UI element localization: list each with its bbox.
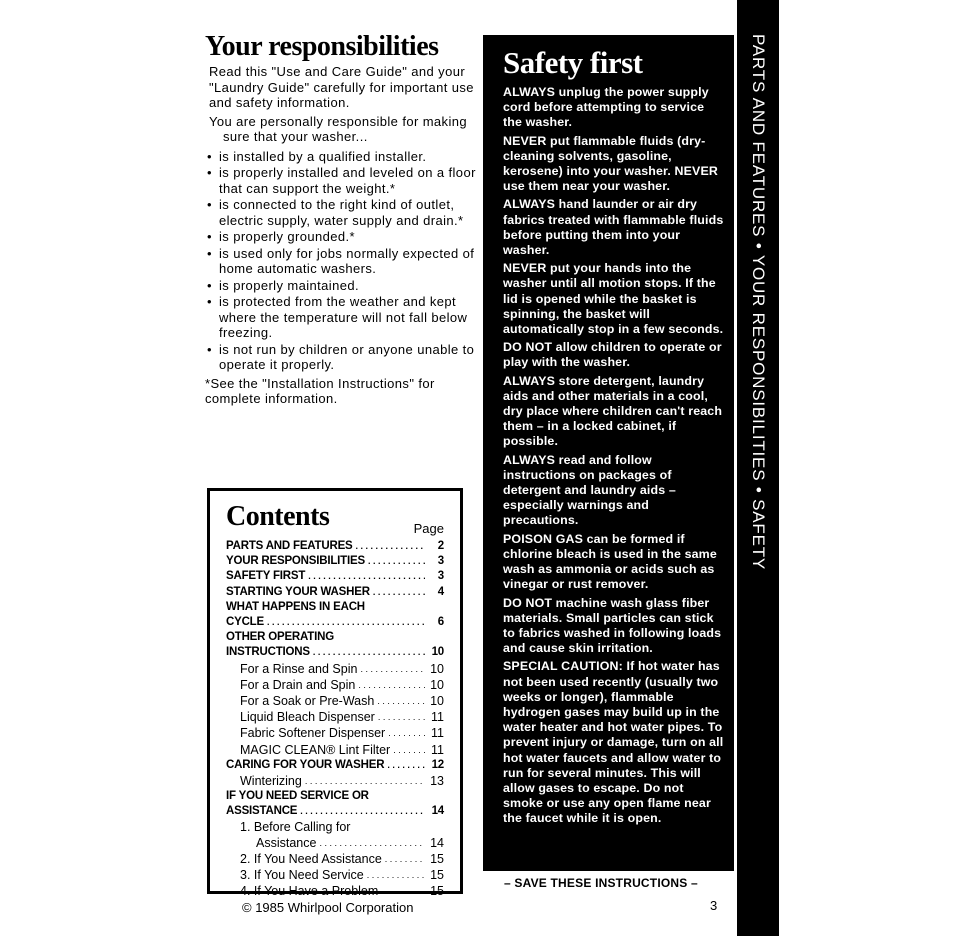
safety-paragraph: [503, 596, 724, 657]
toc-entry-page: 3: [437, 555, 444, 568]
toc-entry: [226, 693, 444, 709]
toc-entry-page: 4: [437, 585, 444, 598]
contents-title: Contents: [226, 501, 330, 532]
installation-note: *See the "Installation Instructions" for complete information.: [205, 375, 435, 406]
toc-leader-dots: [368, 554, 425, 569]
safety-keyword: POISON GAS: [503, 531, 583, 546]
list-item: • is protected from the weather and kept where the temperature will not fall below freezing.: [205, 294, 477, 341]
toc-entry: [226, 789, 444, 804]
toc-entry-title: 2. If You Need Assistance: [240, 852, 382, 867]
toc-entry: [226, 883, 444, 899]
safety-paragraph: [503, 453, 724, 529]
toc-leader-dots: [308, 569, 425, 584]
contents-box: [207, 488, 463, 899]
section-tab-text: PARTS AND FEATURES • YOUR RESPONSIBILITIES • SAFETY: [749, 34, 768, 571]
safety-keyword: NEVER: [503, 133, 547, 148]
safety-text: allow children to operate or play with the washer.: [503, 340, 722, 370]
safety-section: [483, 35, 734, 871]
safety-text: store detergent, laundry aids and other materials in a cool, dry place where children can't reach them – in a locked cabinet, if possible.: [503, 373, 723, 449]
safety-keyword: ALWAYS: [503, 85, 556, 99]
toc-entry-page: 13: [430, 774, 444, 789]
toc-entry: [226, 835, 444, 851]
list-item: • is properly installed and leveled on a floor that can support the weight.*: [205, 165, 477, 196]
toc-entry-title: Assistance: [256, 835, 317, 850]
toc-entry: [226, 600, 444, 615]
safety-paragraph: [503, 261, 724, 337]
safety-title: Safety first: [503, 45, 643, 80]
toc-entry: [226, 867, 444, 883]
toc-entry-title: MAGIC CLEAN® Lint Filter: [240, 742, 391, 757]
safety-paragraphs: [503, 85, 724, 827]
toc-leader-dots: [385, 851, 425, 867]
toc-entry-page: 15: [430, 884, 444, 899]
safety-text: unplug the power supply cord before attempting to service the washer.: [503, 85, 709, 130]
toc-entry-title: For a Drain and Spin: [240, 677, 356, 692]
list-item: • is properly maintained.: [205, 278, 477, 294]
toc-entry-title: STARTING YOUR WASHER: [226, 585, 370, 598]
toc-entry-page: 3: [437, 570, 444, 583]
toc-entry-page: 10: [431, 646, 444, 659]
toc-entry: [226, 569, 444, 584]
toc-entry-title: 3. If You Need Service: [240, 868, 364, 883]
toc-leader-dots: [373, 585, 425, 600]
toc-entry: [226, 820, 444, 835]
safety-text: put flammable fluids (dry-cleaning solvents, gasoline, kerosene) into your washer. NEVER use them near your washer.: [503, 133, 718, 194]
toc-entry: [226, 804, 444, 819]
safety-keyword: DO NOT: [503, 340, 553, 355]
responsibilities-section: [205, 32, 477, 407]
toc-entry-page: 14: [431, 805, 444, 818]
toc-entry-title: Fabric Softener Dispenser: [240, 726, 386, 741]
toc-leader-dots: [300, 804, 425, 819]
responsibilities-title: Your responsibilities: [205, 31, 439, 62]
toc-entry-page: 10: [430, 677, 444, 692]
copyright: © 1985 Whirlpool Corporation: [242, 900, 414, 915]
safety-keyword: NEVER: [503, 261, 547, 276]
safety-keyword: ALWAYS: [503, 197, 556, 212]
toc-entry: [226, 630, 444, 645]
toc-entry-title: PARTS AND FEATURES: [226, 540, 353, 552]
toc-entry-title: 4. If You Have a Problem: [240, 884, 379, 899]
toc-entry: [226, 585, 444, 600]
toc-entry-page: 11: [431, 710, 444, 725]
toc-entry-title: ASSISTANCE: [226, 805, 298, 818]
list-item: • is installed by a qualified installer.: [205, 149, 477, 165]
toc-entry: [226, 539, 444, 554]
page-number: 3: [710, 898, 718, 913]
toc-entry: [226, 725, 444, 741]
responsibilities-list: [205, 149, 477, 373]
safety-text: hand launder or air dry fabrics treated with flammable fluids before putting them into your washer.: [503, 197, 724, 258]
safety-text: If hot water has not been used recently (usually two weeks or longer), flammable hydrogen gases may build up in the water heater and hot water pipes. To prevent injury or damage, turn on all hot water faucets and allow water to run for several minutes. This will allow gases to escape. Do not smoke or use any open flame near the faucet while it is open.: [503, 659, 724, 826]
toc-entry-page: 2: [437, 540, 444, 552]
list-item: • is used only for jobs normally expected of home automatic washers.: [205, 246, 477, 277]
toc-entry: [226, 758, 444, 773]
toc-entry-page: 10: [430, 661, 444, 676]
responsibilities-intro: Read this "Use and Care Guide" and your "Laundry Guide" carefully for important use and safety information.: [209, 64, 474, 110]
toc-entry-title: CARING FOR YOUR WASHER: [226, 758, 385, 771]
safety-keyword: SPECIAL CAUTION:: [503, 659, 623, 674]
toc-leader-dots: [358, 677, 425, 693]
toc-entry: [226, 709, 444, 725]
toc-entry-page: 15: [430, 868, 444, 883]
responsibilities-lead: You are personally responsible for making sure that your washer...: [209, 113, 468, 144]
toc-entry-title: For a Soak or Pre-Wash: [240, 694, 375, 709]
toc-entry-title: 1. Before Calling for: [240, 819, 351, 834]
toc-leader-dots: [367, 867, 425, 883]
safety-keyword: ALWAYS: [503, 452, 556, 467]
toc-entry-page: 6: [437, 616, 444, 629]
table-of-contents: [226, 539, 444, 900]
toc-entry-page: 15: [430, 852, 444, 867]
toc-entry-title: For a Rinse and Spin: [240, 661, 358, 676]
toc-entry-title: OTHER OPERATING: [226, 631, 334, 644]
section-tab: [737, 0, 779, 936]
safety-text: machine wash glass fiber materials. Small particles can stick to fabrics washed in following loads and cause skin irritation.: [503, 595, 722, 656]
toc-entry-title: YOUR RESPONSIBILITIES: [226, 555, 365, 568]
toc-leader-dots: [388, 725, 425, 741]
safety-keyword: ALWAYS: [503, 373, 556, 388]
toc-entry-page: 10: [430, 694, 444, 709]
toc-entry: [226, 554, 444, 569]
toc-leader-dots: [377, 693, 425, 709]
toc-entry-page: 12: [431, 758, 444, 771]
safety-text: read and follow instructions on packages of detergent and laundry aids – especially warnings and precautions.: [503, 452, 676, 528]
list-item: • is connected to the right kind of outlet, electric supply, water supply and drain.*: [205, 197, 477, 228]
toc-leader-dots: [360, 661, 425, 677]
toc-leader-dots: [356, 539, 425, 554]
toc-leader-dots: [313, 645, 425, 660]
safety-paragraph: [503, 134, 724, 195]
toc-entry-title: INSTRUCTIONS: [226, 646, 310, 659]
safety-paragraph: [503, 85, 724, 131]
safety-paragraph: [503, 659, 724, 826]
save-instructions: – SAVE THESE INSTRUCTIONS –: [504, 876, 698, 890]
toc-entry-title: Liquid Bleach Dispenser: [240, 710, 375, 725]
toc-entry: [226, 615, 444, 630]
toc-entry-page: 11: [431, 726, 444, 741]
page-column-label: Page: [413, 521, 444, 536]
safety-paragraph: [503, 197, 724, 258]
toc-entry-title: CYCLE: [226, 616, 264, 629]
safety-text: put your hands into the washer until all motion stops. If the lid is opened while the basket is spinning, the basket will automatically stop in a few seconds.: [503, 261, 724, 337]
toc-entry: [226, 742, 444, 758]
safety-keyword: DO NOT: [503, 595, 553, 610]
toc-leader-dots: [319, 835, 425, 851]
toc-leader-dots: [267, 615, 425, 630]
toc-leader-dots: [381, 883, 425, 899]
safety-paragraph: [503, 340, 724, 370]
toc-entry-title: Winterizing: [240, 774, 302, 789]
toc-entry: [226, 773, 444, 789]
toc-entry: [226, 677, 444, 693]
toc-entry-page: 14: [430, 835, 444, 850]
list-item: • is not run by children or anyone unable to operate it properly.: [205, 342, 477, 373]
safety-paragraph: [503, 374, 724, 450]
toc-entry-page: 11: [431, 742, 444, 757]
toc-leader-dots: [387, 758, 425, 773]
toc-entry: [226, 851, 444, 867]
toc-entry-title: WHAT HAPPENS IN EACH: [226, 600, 365, 613]
safety-paragraph: [503, 532, 724, 593]
toc-leader-dots: [378, 709, 425, 725]
toc-entry-title: SAFETY FIRST: [226, 570, 306, 583]
toc-leader-dots: [305, 773, 425, 789]
toc-leader-dots: [393, 742, 425, 758]
toc-entry-title: IF YOU NEED SERVICE OR: [226, 790, 369, 803]
toc-entry: [226, 661, 444, 677]
safety-text: can be formed if chlorine bleach is used in the same wash as ammonia or acids such as vinegar or rust remover.: [503, 531, 717, 592]
list-item: • is properly grounded.*: [205, 229, 477, 245]
toc-entry: [226, 645, 444, 660]
